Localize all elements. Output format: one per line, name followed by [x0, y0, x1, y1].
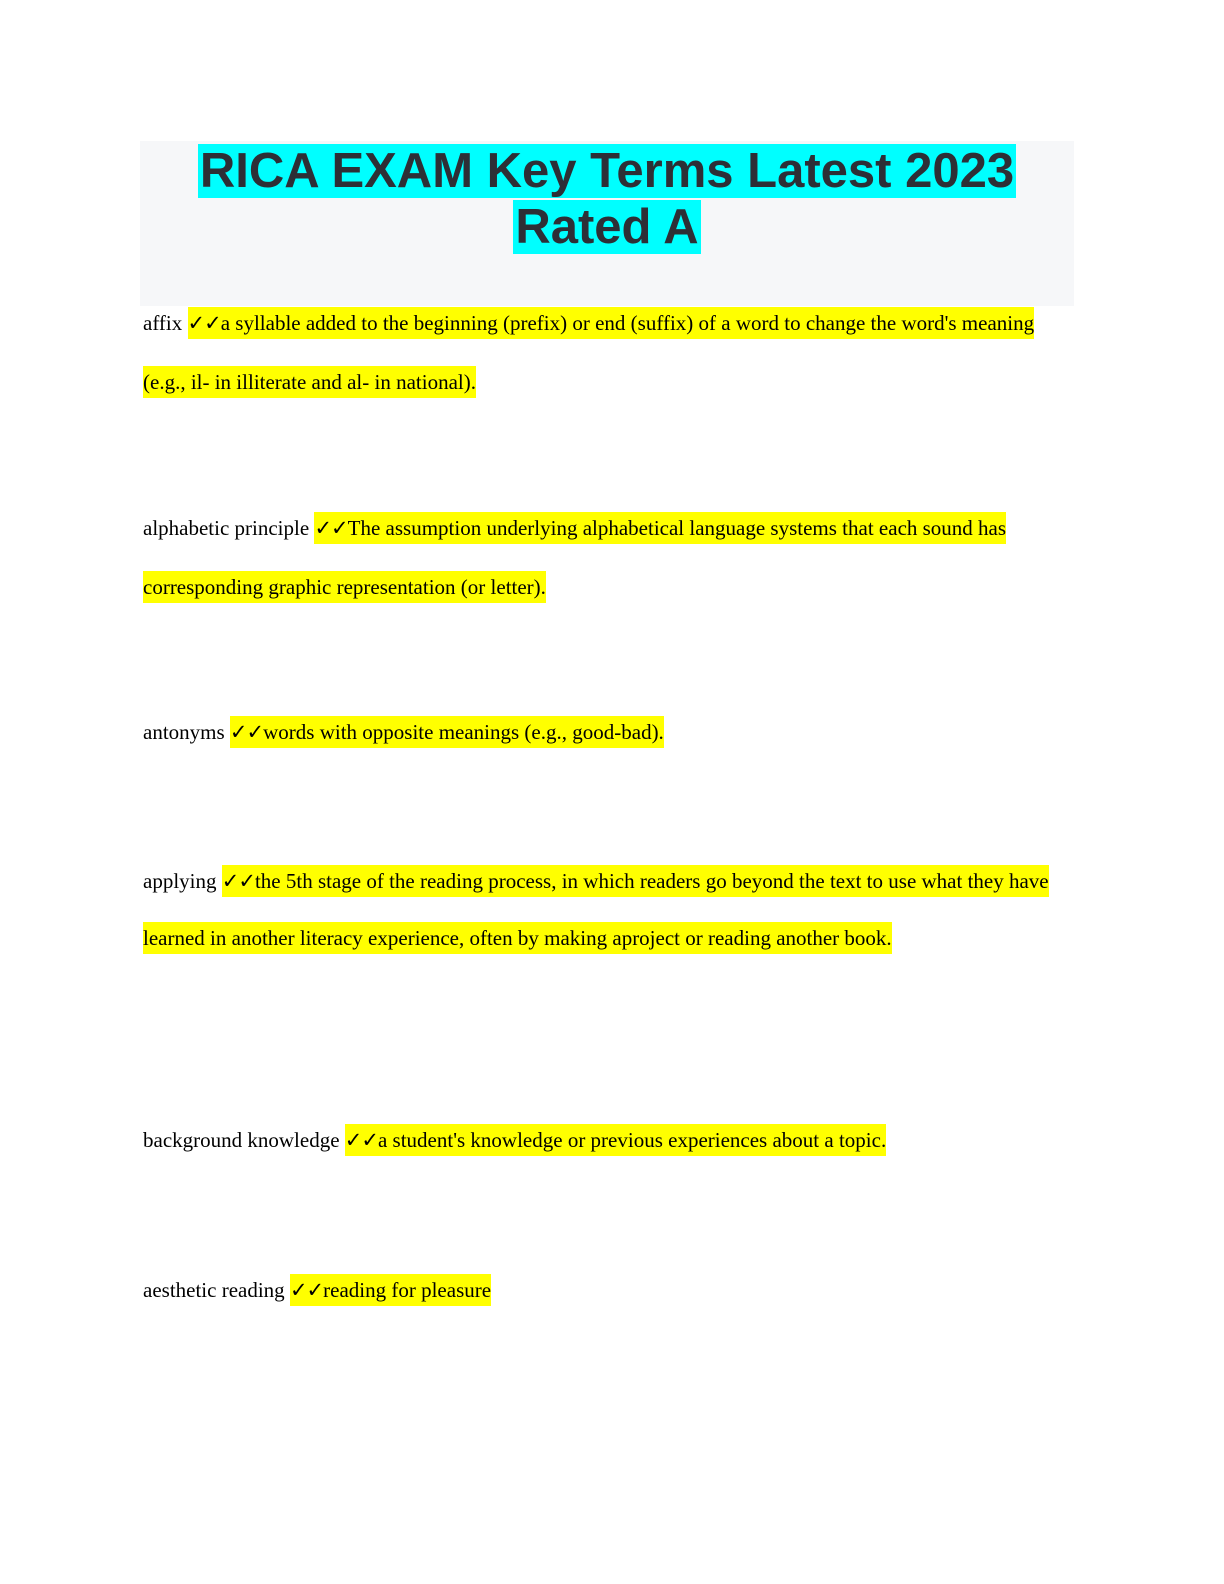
- term-definition: [290, 1274, 491, 1306]
- term-definition: [143, 865, 1049, 954]
- double-check-icon: ✓✓: [229, 720, 264, 744]
- term-entry-background-knowledge: [143, 1111, 1073, 1170]
- term-entry-affix: [143, 294, 1073, 412]
- term-label: antonyms: [143, 720, 225, 744]
- double-check-icon: ✓✓: [289, 1278, 324, 1302]
- term-entry-antonyms: [143, 703, 1073, 762]
- double-check-icon: ✓✓: [187, 311, 221, 335]
- term-definition: [230, 716, 664, 748]
- term-definition-text: the 5th stage of the reading process, in which readers go beyond the text to use what they have learned in another literacy experience, often by making aproject or reading another book.: [143, 869, 1049, 950]
- term-definition: [143, 307, 1034, 398]
- term-definition-text: reading for pleasure: [323, 1278, 492, 1302]
- term-label: alphabetic principle: [143, 516, 310, 540]
- term-definition-text: The assumption underlying alphabetical language systems that each sound has corresponding graphic representation (or letter).: [143, 516, 1007, 599]
- term-entry-aesthetic-reading: [143, 1261, 1073, 1320]
- term-label: applying: [143, 869, 217, 893]
- page-title-line-2: Rated A: [515, 200, 699, 254]
- double-check-icon: ✓✓: [344, 1128, 378, 1152]
- term-entry-alphabetic-principle: [143, 499, 1073, 617]
- term-definition-text: words with opposite meanings (e.g., good-bad).: [263, 720, 664, 744]
- term-label: affix: [143, 311, 183, 335]
- term-label: background knowledge: [143, 1128, 340, 1152]
- term-label: aesthetic reading: [143, 1278, 285, 1302]
- double-check-icon: ✓✓: [314, 516, 348, 540]
- double-check-icon: ✓✓: [221, 869, 255, 893]
- title-block: [140, 141, 1074, 306]
- term-definition: [345, 1124, 886, 1156]
- term-definition-text: a student's knowledge or previous experiences about a topic.: [377, 1128, 887, 1152]
- term-entry-applying: [143, 853, 1073, 967]
- page-title-line-1: RICA EXAM Key Terms Latest 2023: [199, 144, 1015, 198]
- page-title: [140, 141, 1074, 255]
- term-definition-text: a syllable added to the beginning (prefix) or end (suffix) of a word to change the word's meaning (e.g., il- in illiterate and al- in national).: [143, 311, 1035, 394]
